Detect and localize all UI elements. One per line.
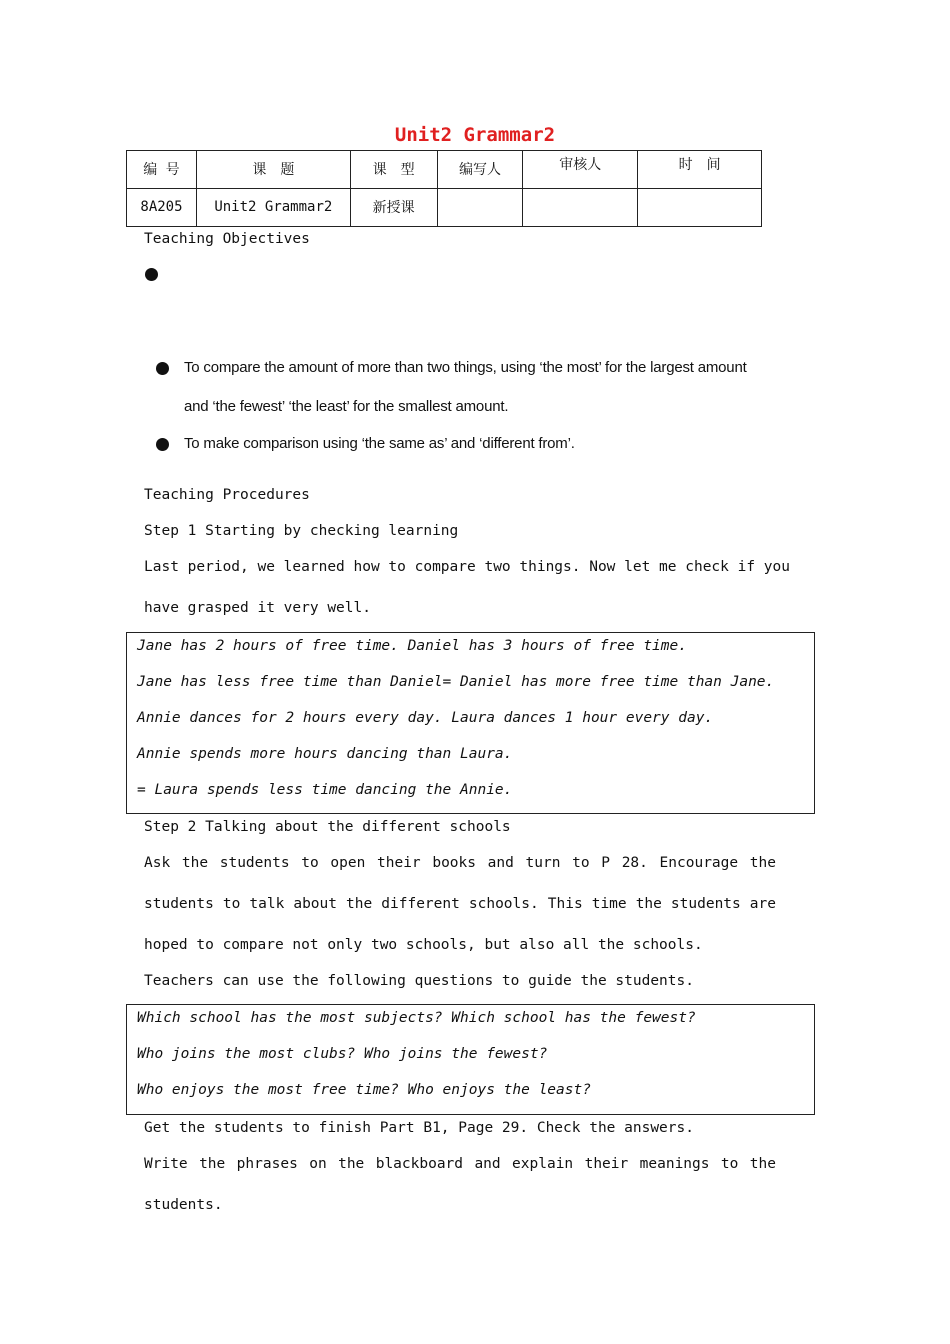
step2-text-line: Teachers can use the following questions to guide the students. [144, 973, 694, 989]
instruction-line: students. [144, 1197, 223, 1213]
step1-text-line: have grasped it very well. [144, 600, 371, 616]
instruction-line: Write the phrases on the blackboard and explain their meanings to the [144, 1156, 776, 1172]
question-line: Who joins the most clubs? Who joins the fewest? [137, 1046, 548, 1062]
value-cell [638, 189, 762, 227]
example-box-1 [126, 632, 815, 814]
info-table [126, 150, 762, 227]
step2-title: Step 2 Talking about the different schools [144, 819, 511, 835]
value-cell: Unit2 Grammar2 [196, 189, 350, 227]
header-cell: 课 题 [196, 151, 350, 189]
page-title: Unit2 Grammar2 [394, 124, 556, 146]
header-cell: 课 型 [350, 151, 437, 189]
example-line: Annie spends more hours dancing than Laura. [137, 746, 513, 762]
header-cell: 时 间 [638, 151, 762, 189]
step2-text-line: Ask the students to open their books and turn to P 28. Encourage the [144, 855, 776, 871]
value-cell [523, 189, 638, 227]
header-cell: 编 号 [127, 151, 197, 189]
info-table-value-row [127, 189, 762, 227]
instruction-line: Get the students to finish Part B1, Page 29. Check the answers. [144, 1120, 694, 1136]
question-line: Which school has the most subjects? Which school has the fewest? [137, 1010, 696, 1026]
example-line: Jane has less free time than Daniel= Daniel has more free time than Jane. [137, 674, 775, 690]
info-table-header-row [127, 151, 762, 189]
step1-text-line: Last period, we learned how to compare two things. Now let me check if you [144, 559, 791, 575]
objective-item-continued: and ‘the fewest’ ‘the least’ for the smallest amount. [184, 398, 509, 415]
step2-text-line: hoped to compare not only two schools, but also all the schools. [144, 937, 703, 953]
question-box [126, 1004, 815, 1115]
header-cell: 编写人 [437, 151, 523, 189]
objective-item: To make comparison using ‘the same as’ and ‘different from’. [184, 435, 575, 452]
objective-item: To compare the amount of more than two things, using ‘the most’ for the largest amount [184, 359, 747, 376]
bullet-icon [156, 438, 169, 451]
bullet-icon [145, 268, 158, 281]
step2-text-line: students to talk about the different schools. This time the students are [144, 896, 776, 912]
value-cell: 新授课 [350, 189, 437, 227]
procedures-heading: Teaching Procedures [144, 487, 310, 503]
header-cell: 审核人 [523, 151, 638, 189]
example-line: Annie dances for 2 hours every day. Laura dances 1 hour every day. [137, 710, 714, 726]
step1-title: Step 1 Starting by checking learning [144, 523, 459, 539]
example-line: Jane has 2 hours of free time. Daniel has 3 hours of free time. [137, 638, 687, 654]
bullet-icon [156, 362, 169, 375]
question-line: Who enjoys the most free time? Who enjoys the least? [137, 1082, 591, 1098]
value-cell [437, 189, 523, 227]
objectives-heading: Teaching Objectives [144, 231, 310, 247]
example-line: = Laura spends less time dancing the Annie. [137, 782, 513, 798]
value-cell: 8A205 [127, 189, 197, 227]
